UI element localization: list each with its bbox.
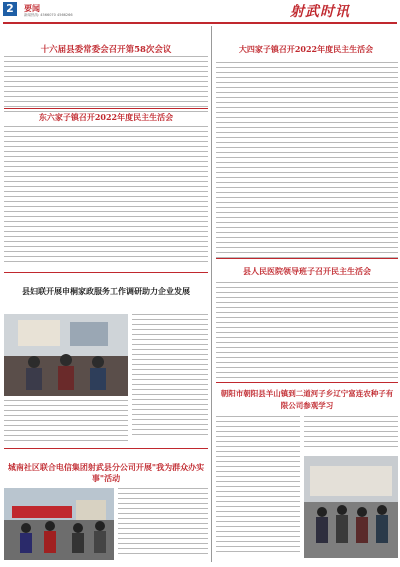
article-title-standing-committee[interactable]: 十六届县委常委会召开第58次会议: [40, 45, 172, 55]
article-separator: [4, 448, 208, 449]
article-title-hospital-leadership[interactable]: 县人民医院领导班子召开民主生活会: [243, 266, 371, 276]
community-event-photo: [4, 488, 114, 560]
visit-photo: [304, 456, 398, 558]
article-body-side: [216, 416, 300, 556]
article-body: [216, 62, 398, 262]
article-title-dasijiazi[interactable]: 大四家子镇召开2022年度民主生活会: [238, 44, 374, 54]
article-body: [304, 416, 398, 451]
article-body-side: [132, 314, 208, 439]
article-separator: [216, 382, 398, 383]
header-rule: [3, 22, 397, 24]
article-body: [216, 282, 398, 382]
article-separator: [4, 272, 208, 273]
article-body: [4, 400, 128, 445]
article-separator: [4, 108, 208, 109]
article-title-yangshan-visit[interactable]: 朝阳市朝阳县羊山镇到二道河子乡辽宁富连农种子有限公司参观学习: [220, 389, 394, 410]
article-body: [4, 126, 208, 266]
article-separator: [216, 258, 398, 259]
news-hotline: 新闻热线: 4566070 4566266: [24, 13, 73, 17]
article-title-dongliujiazi[interactable]: 东六家子镇召开2022年度民主生活会: [38, 112, 174, 122]
column-divider: [211, 26, 212, 562]
article-title-community-telecom[interactable]: 城南社区联合电信集团射武县分公司开展"我为群众办实事"活动: [7, 462, 205, 483]
section-title: 要闻: [24, 4, 40, 13]
article-title-women-federation[interactable]: 县妇联开展申桐家政服务工作调研助力企业发展: [22, 286, 190, 296]
article-body: [4, 56, 208, 116]
article-body-side: [118, 488, 208, 558]
masthead: 射武时讯: [290, 4, 350, 20]
page-number-badge: 2: [3, 2, 17, 16]
meeting-photo: [4, 314, 128, 396]
